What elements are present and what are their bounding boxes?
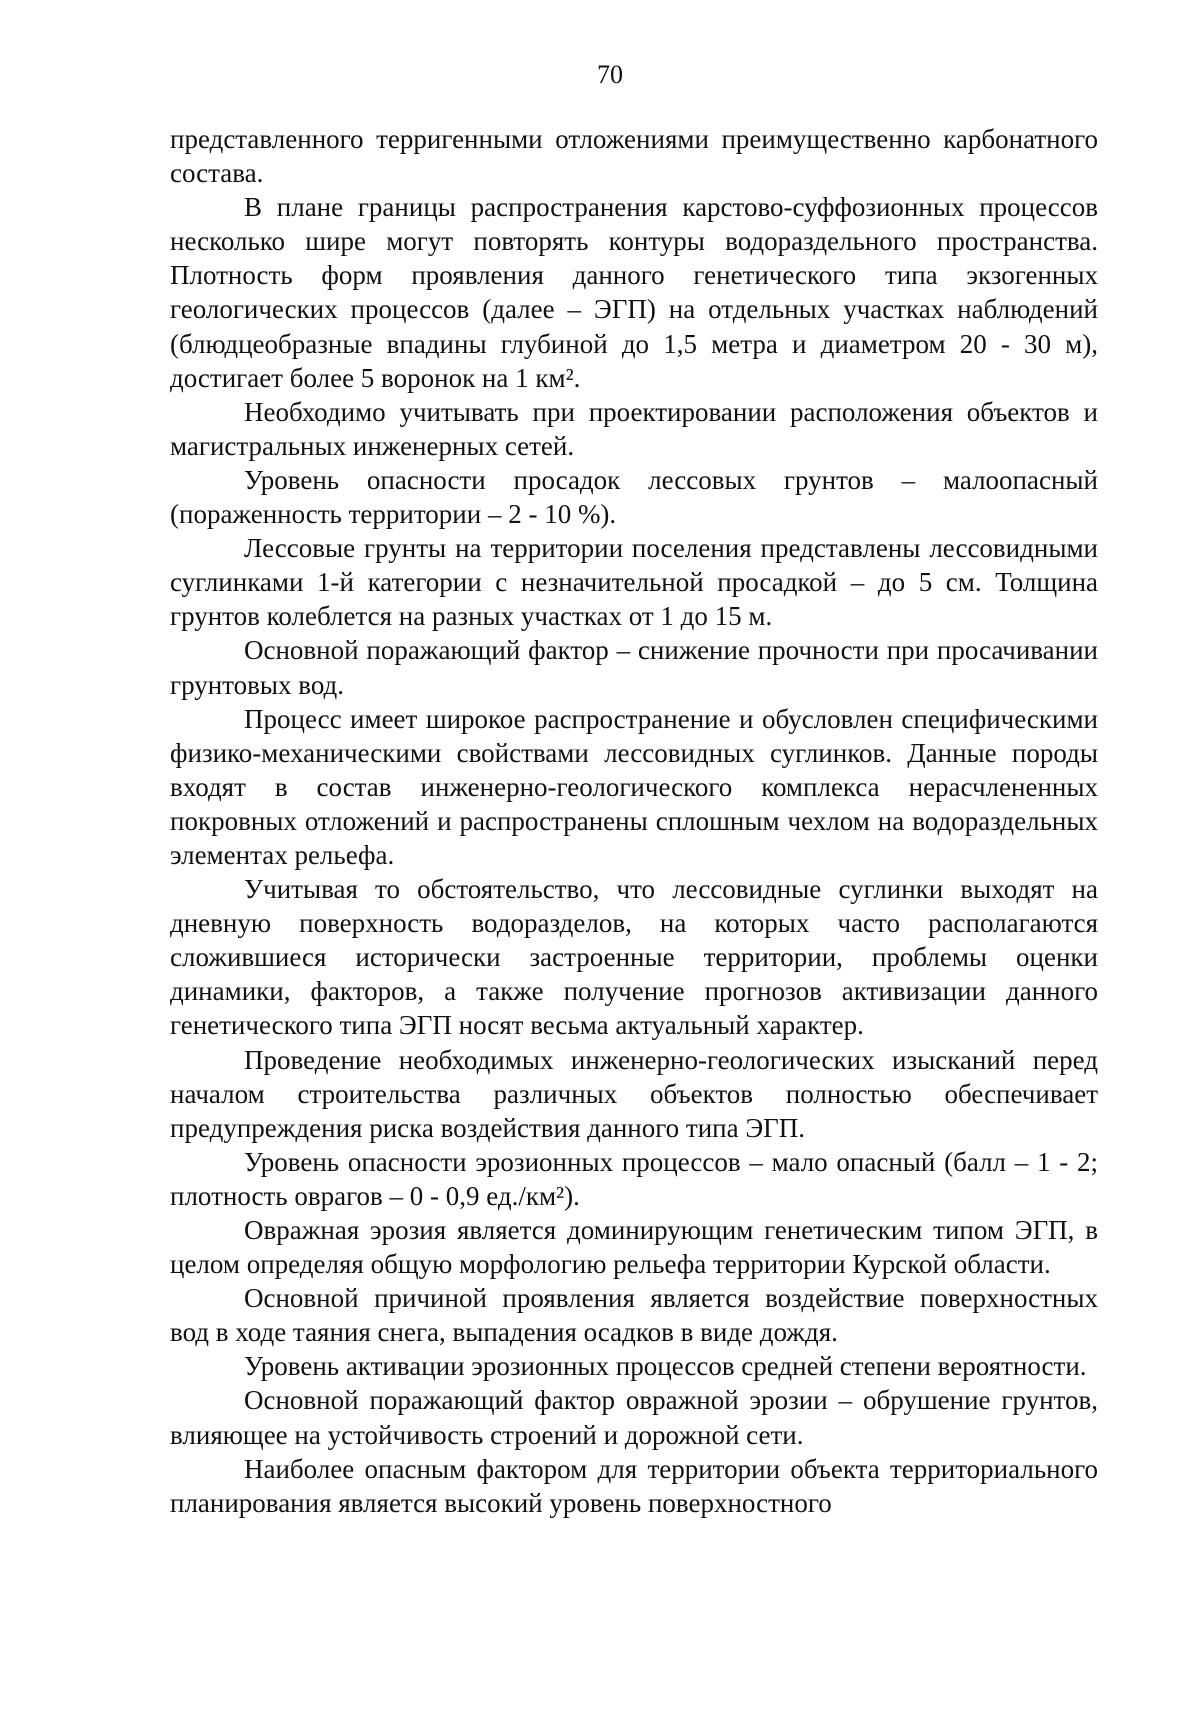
paragraph-most-dangerous-factor: Наиболее опасным фактором для территории объекта территориального планирования является высокий уровень поверхностного [170,1453,1098,1518]
paragraph-erosion-hazard-level: Уровень опасности эрозионных процессов – мало опасный (балл – 1 - 2; плотность оврагов – 0 - 0,9 ед./км²). [170,1146,1098,1211]
paragraph-watershed-surface: Учитывая то обстоятельство, что лессовидные суглинки выходят на дневную поверхность водоразделов, на которых часто располагаются сложившиеся исторически застроенные территории, проблемы оценки динамики, факторов, а также получение прогнозов активизации данного генетического типа ЭГП носят весьма актуальный характер. [170,874,1098,1041]
paragraph-process-distribution: Процесс имеет широкое распространение и обусловлен специфическими физико-механическими свойствами лессовидных суглинков. Данные породы входят в состав инженерно-геологического комплекса нерасчлененных покровных отложений и распространены сплошным чехлом на водораздельных элементах рельефа. [170,703,1098,870]
paragraph-karst-boundaries: В плане границы распространения карстово-суффозионных процессов несколько шире могут повторять контуры водораздельного пространства. Плотность форм проявления данного генетического типа экзогенных геологических процессов (далее – ЭГП) на отдельных участках наблюдений (блюдцеобразные впадины глубиной до 1,5 метра и диаметром 20 - 30 м), достигает более 5 воронок на 1 км². [170,192,1098,393]
paragraph-gully-erosion: Овражная эрозия является доминирующим генетическим типом ЭГП, в целом определяя общую морфологию рельефа территории Курской области. [170,1215,1098,1280]
paragraph-erosion-activation: Уровень активации эрозионных процессов средней степени вероятности. [244,1351,1087,1382]
paragraph-loess-damaging-factor: Основной поражающий фактор – снижение прочности при просачивании грунтовых вод. [170,635,1098,700]
paragraph-loess-soils: Лессовые грунты на территории поселения представлены лессовидными суглинками 1-й категории с незначительной просадкой – до 5 см. Толщина грунтов колеблется на разных участках от 1 до 15 м. [170,533,1098,632]
paragraph-continuation: представленного терригенными отложениями преимущественно карбонатного состава. [170,124,1098,189]
paragraph-gully-damaging-factor: Основной поражающий фактор овражной эрозии – обрушение грунтов, влияющее на устойчивость строений и дорожной сети. [170,1385,1098,1450]
paragraph-engineering-surveys: Проведение необходимых инженерно-геологических изысканий перед началом строительства различных объектов полностью обеспечивает предупреждения риска воздействия данного типа ЭГП. [170,1044,1098,1143]
paragraph-loess-hazard-level: Уровень опасности просадок лессовых грунтов – малоопасный (пораженность территории – 2 - 10 %). [170,464,1098,530]
document-body [170,122,1098,1520]
paragraph-main-cause: Основной причиной проявления является воздействие поверхностных вод в ходе таяния снега, выпадения осадков в виде дождя. [170,1283,1098,1348]
page-number: 70 [597,60,623,89]
paragraph-design-consideration: Необходимо учитывать при проектировании расположения объектов и магистральных инженерных сетей. [170,396,1098,461]
